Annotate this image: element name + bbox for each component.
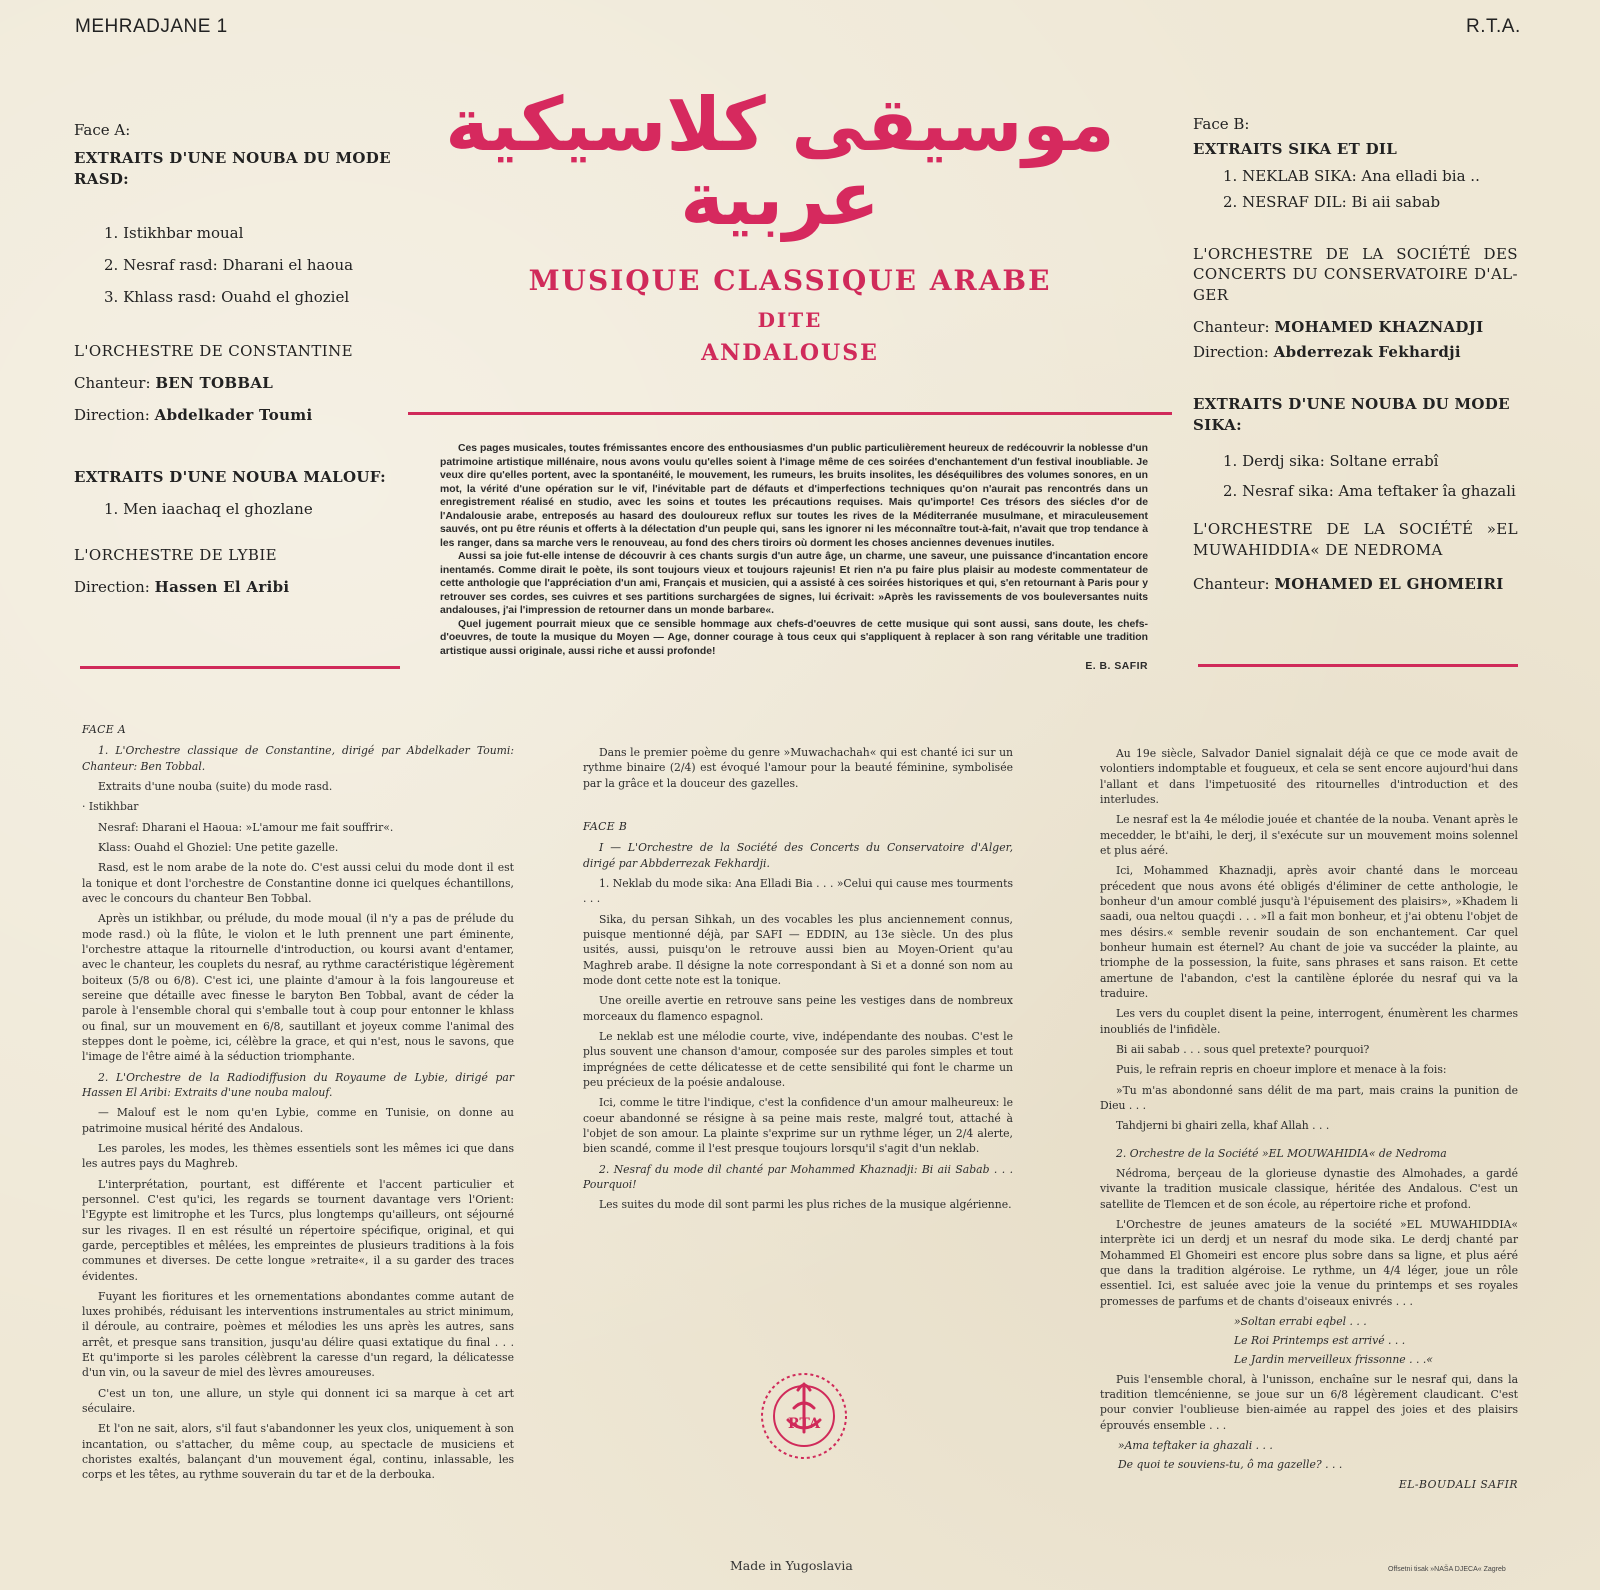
note-paragraph: Fuyant les fioritures et les ornementations abondantes comme autant de luxes prohibés, réduisant les interventions instrumentales au strict minimum, il déroule, au contraire, poèmes et mélodies les uns après les autres, sans arrêt, et presque sans transition, jusqu'au délire quasi extatique du final . . . Et qu'importe si les paroles célèbrent la caresse d'un regard, la délicatesse d'un vin, ou la saveur de miel des lèvres amoureuses. xyxy=(82,1289,514,1380)
note-paragraph: Dans le premier poème du genre »Muwachachah« qui est chanté ici sur un rythme binaire (2/4) est évoqué l'amour pour la beauté féminine, symbolisée par la grâce et la douceur des gazelles. xyxy=(583,746,1013,790)
note-paragraph: Rasd, est le nom arabe de la note do. C'est aussi celui du mode dont il est la tonique et dont l'orchestre de Constantine donne ici quelques échantillons, avec le concours du chanteur Ben Tobbal. xyxy=(82,861,514,905)
director-name: Abderrezak Fekhardji xyxy=(1273,343,1461,361)
note-paragraph: 2. L'Orchestre de la Radiodiffusion du Royaume de Lybie, dirigé par Hassen El Aribi: Extraits d'une nouba malouf. xyxy=(82,1070,514,1099)
intro-paragraph: Aussi sa joie fut-elle intense de découvrir à ces chants surgis d'un autre âge, un charme, une saveur, une puissance d'incantation encore inentamés. Comme dirait le poète, ils sont toujours vieux et toujours rajeunis! Et rien n'a pu faire plus plaisir au modeste commentateur de cette anthologie que l'appréciation d'un ami, Français et musicien, qui a assisté à ces soirées historiques et qui, s'en retournant à Paris pour y retrouver ses cordes, ses cuivres et ses partitions surchargées de signes, lui écrivait: »Après les ravissements de vos bouleversantes nuits andalouses, j'ai l'impression de retourner dans un monde barbare«. xyxy=(440,551,1148,617)
note-paragraph: Au 19e siècle, Salvador Daniel signalait déjà ce que ce mode avait de volontiers indomptable et fougueux, et cela se sent encore aujourd'hui dans l'allant et dans l'impetuosité des ritournelles d'introduction et des interludes. xyxy=(1100,747,1518,806)
note-paragraph: Klass: Ouahd el Ghoziel: Une petite gazelle. xyxy=(98,840,339,854)
orchestra-name: L'ORCHESTRE DE LA SOCIÉTÉ »EL MUWAHIDDIA« DE NEDROMA xyxy=(1193,520,1518,559)
intro-paragraph: Ces pages musicales, toutes frémissantes encore des enthousiasmes d'un public particulièrement heureux de redécouvrir la noblesse d'un patrimoine artistique millénaire, nous avons voulu qu'elles soient à l'image même de ces soirées d'enchantement d'un festival inoubliable. Je veux dire qu'elles portent, avec la spontanéité, le mouvement, les rumeurs, les bruits insolites, les déséquilibres des volumes sonores, en un mot, la vérité d'une opération sur le vif, l'inévitable part de défauts et d'imperfections techniques qu'on n'aurait pas rencontrés dans un enregistrement réalisé en studio, avec les soins et toutes les précautions requises. Mais qu'importe! Ces trésors des siécles d'or de l'Andalousie arabe, entreposés au hasard des douloureux reflux sur toutes les rives de la Méditerranée musulmane, et miraculeusement sauvés, ont pu être réunis et offerts à la délectation d'un peuple qui, sans les ignorer ni les méconnaître tout-à-fait, n'avait que trop tendance à les ranger, dans sa marche vers le renouveau, au fond des chers tiroirs où dorment les choses anciennes devenues inutiles. xyxy=(440,443,1148,549)
note-paragraph: Ici, comme le titre l'indique, c'est la confidence d'un amour malheureux: le coeur abandonné se résigne à sa peine mais reste, malgré tout, attaché à l'objet de son amour. La plainte s'exprime sur un rythme léger, un 2/4 alerte, bien scandé, comme il l'est presque toujours lorsqu'il s'agit d'un neklab. xyxy=(583,1096,1013,1156)
label-name: R.T.A. xyxy=(1466,16,1521,37)
verse-line: Le Jardin merveilleux frissonne . . .« xyxy=(1234,1353,1433,1367)
note-paragraph: Sika, du persan Sihkah, un des vocables les plus anciennement connus, puisque mentionné déjà, par SAFI — EDDIN, au 13e siècle. Un des plus usités, aussi, puisqu'on le retrouve aussi bien au Moyen-Orient qu'au Maghreb arabe. Il désigne la note correspondant à Si et a donné son nom au mode dont cette note est la tonique. xyxy=(583,912,1013,987)
note-paragraph: Ici, Mohammed Khaznadji, après avoir chanté dans le morceau précedent que nous avons été obligés d'éliminer de cette anthologie, le bonheur d'un amour comblé jusqu'à l'épuisement des plaisirs», »Khadem li saadi, oua neltou quaçdi . . . »Il a fait mon bonheur, et j'ai obtenu l'objet de mes désirs.« semble revenir soudain de son enchantement. Car quel bonheur humain est éternel? Au chant de joie va succéder la plainte, au triomphe de la possession, la fuite, sans phrases et sans raison. Et cette amertune de l'abandon, c'est la cantilène éplorée du nesraf qui va la traduire. xyxy=(1100,864,1518,1000)
track-item: 1. Istikhbar moual xyxy=(104,223,244,242)
face-b-tracklist xyxy=(1193,114,1518,594)
direction-label: Direction: xyxy=(74,578,150,596)
note-paragraph: Tahdjerni bi ghairi zella, khaf Allah . . . xyxy=(1116,1119,1330,1133)
direction-label: Direction: xyxy=(74,406,150,424)
track-item: 3. Khlass rasd: Ouahd el ghoziel xyxy=(104,288,350,307)
orchestra-name: L'ORCHESTRE DE CONSTANTINE xyxy=(74,341,353,360)
track-item: 1. NEKLAB SIKA: Ana elladi bia .. xyxy=(1223,166,1480,185)
rta-logo xyxy=(758,1370,850,1462)
direction-label: Direction: xyxy=(1193,343,1269,361)
track-item: 1. Men iaachaq el ghozlane xyxy=(104,499,313,518)
face-b-label: Face B: xyxy=(1193,115,1250,133)
note-paragraph: — Malouf est le nom qu'en Lybie, comme en Tunisie, on donne au patrimoine musical hérité des Andalous. xyxy=(82,1106,514,1135)
singer-name: MOHAMED EL GHOMEIRI xyxy=(1274,574,1504,593)
singer-label: Chanteur: xyxy=(1193,317,1270,336)
note-paragraph: Une oreille avertie en retrouve sans peine les vestiges dans de nombreux morceaux du flamenco espagnol. xyxy=(583,994,1013,1023)
section-heading: FACE B xyxy=(583,819,628,833)
track-item: 2. Nesraf rasd: Dharani el haoua xyxy=(104,256,354,274)
note-paragraph: I — L'Orchestre de la Société des Concerts du Conservatoire d'Alger, dirigé par Abbderrezak Fekhardji. xyxy=(583,841,1013,870)
track-item: 1. Derdj sika: Soltane errabî xyxy=(1223,451,1439,470)
note-paragraph: Le neklab est une mélodie courte, vive, indépendante des noubas. C'est le plus souvent une chanson d'amour, composée sur des paroles simples et tout imprégnées de cette délicatesse et de cette sensibilité qui font le charme un peu précieux de la poésie andalouse. xyxy=(583,1029,1013,1089)
direction-line xyxy=(74,405,404,425)
catalog-number: MEHRADJANE 1 xyxy=(75,16,228,37)
note-paragraph: C'est un ton, une allure, un style qui donnent ici sa marque à cet art séculaire. xyxy=(82,1386,514,1416)
note-paragraph: Bi aii sabab . . . sous quel pretexte? pourquoi? xyxy=(1116,1042,1370,1056)
face-a-tracklist xyxy=(74,120,404,597)
note-paragraph: Les paroles, les modes, les thèmes essentiels sont les mêmes ici que dans les autres pays du Maghreb. xyxy=(82,1141,514,1171)
face-a-divider xyxy=(80,666,400,669)
intro-paragraph: Quel jugement pourrait mieux que ce sensible hommage aux chefs-d'oeuvres de cette musique qui sont aussi, sans doute, les chefs-d'oeuvres, de toute la musique du Moyen — Age, donner courage à tous ceux qui s'appliquent à replacer à son rang véritable une tradition artistique aussi originale, aussi riche et aussi profonde! xyxy=(440,618,1148,657)
face-a-heading-2: EXTRAITS D'UNE NOUBA MALOUF: xyxy=(74,468,387,487)
note-paragraph: Les vers du couplet disent la peine, interrogent, énumèrent les charmes inoubliés de l'infidèle. xyxy=(1100,1007,1518,1036)
note-paragraph: L'Orchestre de jeunes amateurs de la société »EL MUWAHIDDIA« interprète ici un derdj et un nesraf du mode sika. Le derdj chanté par Mohammed El Ghomeiri est encore plus sobre dans sa ligne, et plus aéré que dans la tradition algéroise. Le rythme, un 4/4 léger, joue un rôle essentiel. Ici, est saluée avec joie la venue du printemps et ses royales promesses de parfums et de chants d'oiseaux enivrés . . . xyxy=(1100,1217,1518,1308)
face-a-label: Face A: xyxy=(74,121,131,139)
logo-text: RTA xyxy=(788,1416,820,1432)
face-a-heading-1: EXTRAITS D'UNE NOUBA DU MODE RASD: xyxy=(74,149,391,188)
verse-line: De quoi te souviens-tu, ô ma gazelle? . . . xyxy=(1118,1458,1343,1472)
verse-line: »Soltan errabi eqbel . . . xyxy=(1234,1314,1367,1328)
face-b-divider xyxy=(1198,664,1518,667)
note-paragraph: »Tu m'as abondonné sans délit de ma part, mais crains la punition de Dieu . . . xyxy=(1100,1083,1518,1112)
note-paragraph: 2. Nesraf du mode dil chanté par Mohammed Khaznadji: Bi aii Sabab . . . Pourquoi! xyxy=(583,1162,1013,1191)
note-paragraph: Et l'on ne sait, alors, s'il faut s'abandonner les yeux clos, uniquement à son incantation, ou s'attacher, du même coup, au spectacle de musiciens et choristes exaltés, balançant d'un mouvement égal, continu, inlassable, les corps et les têtes, au rythme souverain du tar et de la derbouka. xyxy=(82,1422,514,1482)
title-line-1: MUSIQUE CLASSIQUE ARABE xyxy=(528,264,1052,297)
arabic-title: موسيقى كلاسيكية عربية xyxy=(445,82,1115,242)
singer-line xyxy=(74,373,404,393)
note-paragraph: Nesraf: Dharani el Haoua: »L'amour me fait souffrir«. xyxy=(98,820,394,834)
note-paragraph: 1. L'Orchestre classique de Constantine, dirigé par Abdelkader Toumi: Chanteur: Ben Tobbal. xyxy=(82,744,514,773)
notes-column-2 xyxy=(583,745,1013,1218)
note-paragraph: · Istikhbar xyxy=(82,800,139,814)
title-line-3: ANDALOUSE xyxy=(701,340,879,366)
director-name: Hassen El Aribi xyxy=(154,578,290,596)
title-line-2: DITE xyxy=(757,308,823,332)
verse-line: Le Roi Printemps est arrivé . . . xyxy=(1234,1334,1406,1348)
note-paragraph: Puis, le refrain repris en choeur implore et menace à la fois: xyxy=(1116,1063,1447,1077)
direction-line xyxy=(74,577,404,597)
singer-name: BEN TOBBAL xyxy=(155,373,274,392)
track-item: 2. NESRAF DIL: Bi aii sabab xyxy=(1223,192,1441,211)
orchestra-name: L'ORCHESTRE DE LA SOCIÉTÉ DES CONCERTS DU CONSERVATOIRE D'AL-GER xyxy=(1193,245,1518,304)
note-paragraph: Puis l'ensemble choral, à l'unisson, enchaîne sur le nesraf qui, dans la tradition tlemcénienne, se joue sur un 6/8 légèrement claudicant. C'est pour convier l'oublieuse bien-aimée au rappel des joies et des plaisirs éprouvés ensemble . . . xyxy=(1100,1372,1518,1432)
note-paragraph: Les suites du mode dil sont parmi les plus riches de la musique algérienne. xyxy=(599,1198,1012,1212)
direction-line xyxy=(1193,342,1518,362)
title-divider xyxy=(408,412,1172,415)
note-paragraph: Le nesraf est la 4e mélodie jouée et chantée de la nouba. Venant après le mecedder, le bt'aihi, le derj, il s'exécute sur un mouvement moins solennel et plus aéré. xyxy=(1100,813,1518,857)
note-paragraph: Extraits d'une nouba (suite) du mode rasd. xyxy=(98,779,333,793)
singer-label: Chanteur: xyxy=(1193,574,1270,593)
notes-signature: EL-BOUDALI SAFIR xyxy=(1398,1477,1518,1491)
singer-line xyxy=(1193,317,1518,337)
note-paragraph: 2. Orchestre de la Société »EL MOUWAHIDIA« de Nedroma xyxy=(1116,1146,1447,1160)
notes-column-3 xyxy=(1100,746,1518,1497)
director-name: Abdelkader Toumi xyxy=(154,406,313,424)
section-heading: FACE A xyxy=(82,723,127,736)
intro-text xyxy=(440,442,1148,674)
track-item: 2. Nesraf sika: Ama teftaker îa ghazali xyxy=(1223,482,1516,500)
note-paragraph: L'interprétation, pourtant, est différente et l'accent particulier et personnel. C'est qu'ici, les regards se tournent davantage vers l'Orient: l'Egypte est limitrophe et les Turcs, plus longtemps qu'ailleurs, ont séjourné sur les rivages. Il en est résulté un répertoire spécifique, original, et qui garde, perceptibles et mêlées, les empreintes de plusieurs traditions à la fois communes et diverses. De cette longue »retraite«, il a su garder des traces évidentes. xyxy=(82,1177,514,1283)
singer-line xyxy=(1193,574,1518,594)
intro-signature: E. B. SAFIR xyxy=(1085,661,1148,673)
verse-line: »Ama teftaker ia ghazali . . . xyxy=(1118,1439,1273,1453)
notes-column-1 xyxy=(82,722,514,1488)
printer-credit: Offsetni tisak »NAŠA DJECA« Zagreb xyxy=(1388,1566,1506,1573)
made-in-label: Made in Yugoslavia xyxy=(730,1558,853,1573)
face-b-heading-2: EXTRAITS D'UNE NOUBA DU MODE SIKA: xyxy=(1193,395,1510,434)
singer-label: Chanteur: xyxy=(74,373,151,392)
singer-name: MOHAMED KHAZNADJI xyxy=(1274,317,1484,336)
note-paragraph: 1. Neklab du mode sika: Ana Elladi Bia . . . »Celui qui cause mes tourments . . . xyxy=(583,876,1013,906)
note-paragraph: Nédroma, berçeau de la glorieuse dynastie des Almohades, a gardé vivante la tradition musicale classique, héritée des Andalous. C'est un satellite de Tlemcen et de son école, au répertoire riche et profond. xyxy=(1100,1166,1518,1211)
note-paragraph: Après un istikhbar, ou prélude, du mode moual (il n'y a pas de prélude du mode rasd.) où la flûte, le violon et le luth prennent une part éminente, l'orchestre attaque la ritournelle d'introduction, ou koursi avant d'entamer, avec le chanteur, les couplets du nesraf, au rythme caractéristique légèrement boiteux (5/8 ou 6/8). C'est ici, une plainte d'amour à la fois langoureuse et sereine que détaille avec finesse le baryton Ben Tobbal, avant de céder la parole à l'ensemble choral qui s'emballe tout à coup pour entonner le khlass ou final, sur un mouvement en 6/8, sautillant et joyeux comme l'animal des steppes dont le poème, ici, célèbre la grace, et qui n'est, nous le savons, que l'image de l'être aimé à la séduction triomphante. xyxy=(82,912,514,1064)
orchestra-name: L'ORCHESTRE DE LYBIE xyxy=(74,545,278,564)
face-b-heading-1: EXTRAITS SIKA ET DIL xyxy=(1193,140,1398,159)
